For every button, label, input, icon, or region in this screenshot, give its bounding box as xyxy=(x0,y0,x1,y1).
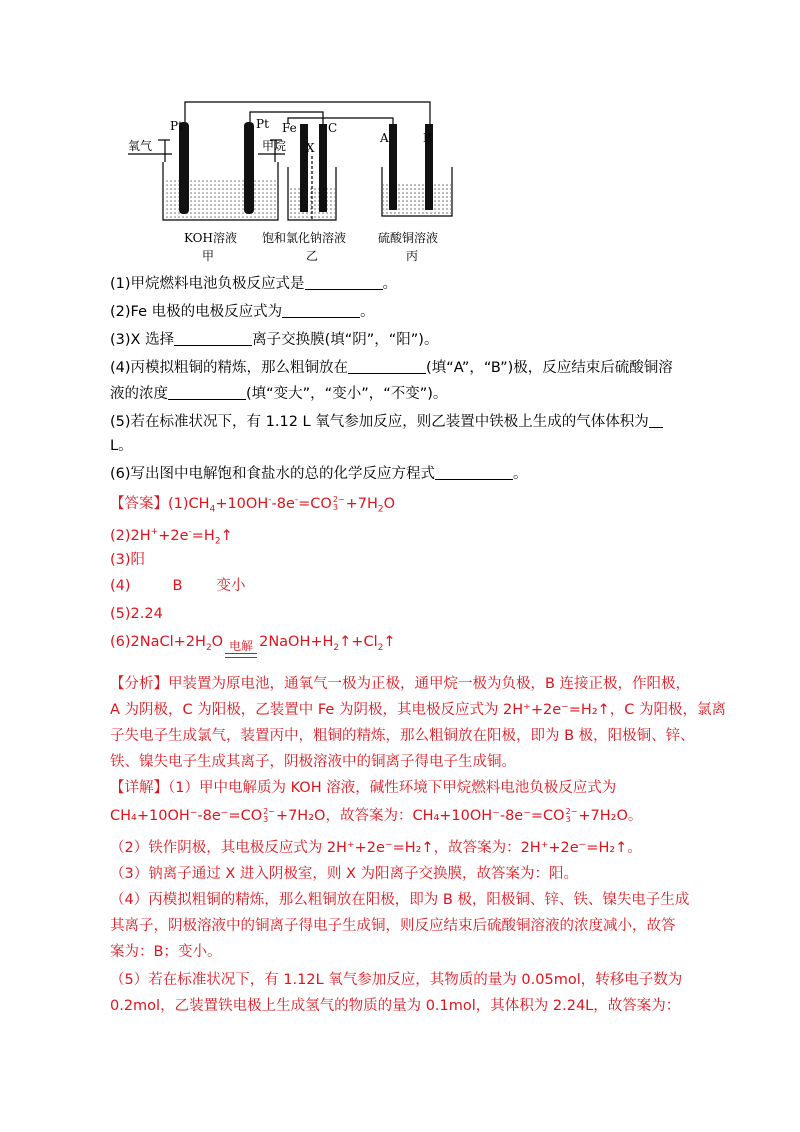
detail-1a: 【详解】（1）甲中电解质为 KOH 溶液，碱性环境下甲烷燃料电池负极反应式为 xyxy=(110,780,617,796)
detail-4c: 案为：B；变小。 xyxy=(110,944,222,960)
label-c: C xyxy=(328,121,338,135)
question-5-cont: L。 xyxy=(110,438,133,454)
question-1: (1)甲烷燃料电池负极反应式是 。 xyxy=(110,276,398,292)
label-koh: KOH溶液 xyxy=(184,231,237,245)
label-pt-left: Pt xyxy=(170,119,183,133)
detail-1b: CH₄+10OH⁻-8e⁻=CO 2− 3 +7H₂O，故答案为：CH₄+10OH⁻-8e⁻=CO 2− 3 +7H₂O。 xyxy=(110,807,643,824)
label-jia: 甲 xyxy=(202,249,215,263)
answer-5: (5)2.24 xyxy=(110,606,163,622)
question-4: (4)丙模拟粗铜的精炼，那么粗铜放在 (填“A”，“B”)极，反应结束后硫酸铜溶 xyxy=(110,360,673,376)
answer-6: $(6)2NaCl+2H_2O$ 电解 $2NaOH+H_2↑+Cl_2↑$ xyxy=(110,632,396,658)
analysis-line-4: 铁、镍失电子生成其离子，阴极溶液中的铜离子得电子生成铜。 xyxy=(110,754,516,770)
label-fe: Fe xyxy=(282,121,297,135)
label-x: X xyxy=(306,141,315,155)
label-b: B xyxy=(423,131,432,145)
detail-3: （3）钠离子通过 X 进入阴极室，则 X 为阳离子交换膜，故答案为：阳。 xyxy=(110,866,579,882)
detail-5a: （5）若在标准状况下，有 1.12L 氧气参加反应，其物质的量为 0.05mol，转移电子数为 xyxy=(110,972,683,988)
label-oxygen: 氧气 xyxy=(128,139,153,153)
analysis-line-2: A 为阴极，C 为阳极，乙装置中 Fe 为阴极，其电极反应式为 2H⁺+2e⁻=H₂↑，C 为阳极，氯离 xyxy=(110,702,727,718)
label-methane: 甲烷 xyxy=(262,139,287,153)
label-bing: 丙 xyxy=(406,249,419,263)
answer-4: (4) B 变小 xyxy=(110,578,246,594)
question-4-cont: 液的浓度 (填“变大”，“变小”，“不变”)。 xyxy=(110,386,448,402)
question-5: (5)若在标准状况下，有 1.12 L 氧气参加反应，则乙装置中铁极上生成的气体体积为 xyxy=(110,412,663,432)
detail-5b: 0.2mol，乙装置铁电极上生成氢气的物质的量为 0.1mol，其体积为 2.24L，故答案为： xyxy=(110,998,681,1014)
detail-4b: 其离子，阴极溶液中的铜离子得电子生成铜，则反应结束后硫酸铜溶液的浓度减小，故答 xyxy=(110,918,676,934)
analysis-line-3: 子失电子生成氯气，装置丙中，粗铜的精炼，那么粗铜放在阳极，即为 B 极，阳极铜、锌、 xyxy=(110,728,695,744)
answer-1: 【答案】$(1)CH_4+10OH^--8e^-=CO$ 2− 3 $+7H_2O$ xyxy=(110,494,396,515)
label-yi: 乙 xyxy=(306,249,319,263)
answer-2: $(2)2H^++2e^-=H_2↑$ xyxy=(110,527,233,547)
question-6: (6)写出图中电解饱和食盐水的总的化学反应方程式 。 xyxy=(110,466,528,482)
electrochemistry-diagram xyxy=(110,92,480,264)
detail-4a: （4）丙模拟粗铜的精炼，那么粗铜放在阳极，即为 B 极，阳极铜、锌、铁、镍失电子生成 xyxy=(110,892,690,908)
detail-2: （2）铁作阴极，其电极反应式为 2H⁺+2e⁻=H₂↑，故答案为：2H⁺+2e⁻=H₂↑。 xyxy=(110,840,642,856)
question-2: (2)Fe 电极的电极反应式为 。 xyxy=(110,304,375,320)
question-3: (3)X 选择 离子交换膜(填“阴”，“阳”)。 xyxy=(110,332,439,348)
analysis-line-1: 【分析】甲装置为原电池，通氧气一极为正极，通甲烷一极为负极，B 连接正极，作阳极， xyxy=(110,676,691,692)
label-cuso4: 硫酸铜溶液 xyxy=(378,231,439,245)
label-pt-right: Pt xyxy=(256,117,269,131)
label-nacl: 饱和氯化钠溶液 xyxy=(262,231,347,245)
label-a: A xyxy=(380,131,389,145)
answer-3: (3)阳 xyxy=(110,552,146,568)
